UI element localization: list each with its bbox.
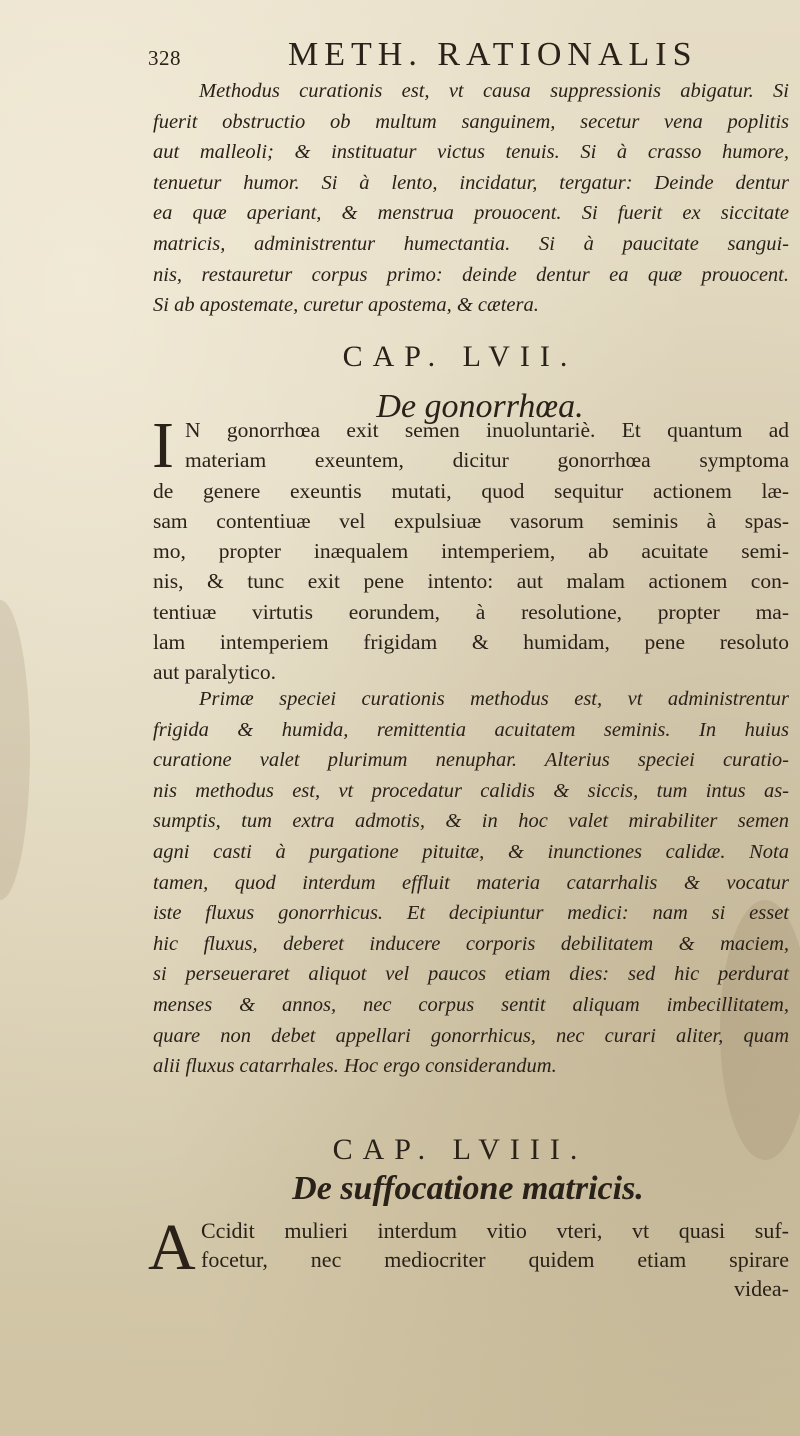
text-line: aut paralytico. bbox=[153, 660, 276, 685]
chapter-title: De suffocatione matricis. bbox=[292, 1170, 644, 1207]
text-line: Si ab apostemate, curetur apostema, & cætera. bbox=[153, 294, 539, 317]
text-line: aut malleoli; & instituatur victus tenuis. Si à crasso humore, bbox=[153, 141, 789, 164]
text-line: nis methodus est, vt procedatur calidis & siccis, tum intus as- bbox=[153, 779, 789, 802]
drop-cap: I bbox=[152, 409, 174, 482]
text-line: N gonorrhœa exit semen inuoluntariè. Et quantum ad bbox=[185, 418, 789, 442]
text-line: curatione valet plurimum nenuphar. Alterius speciei curatio- bbox=[153, 749, 789, 772]
text-line: tentiuæ virtutis eorundem, à resolutione, propter ma- bbox=[153, 599, 789, 624]
text-line: quare non debet appellari gonorrhicus, nec curari aliter, quam bbox=[153, 1024, 789, 1047]
text-line: alii fluxus catarrhales. Hoc ergo considerandum. bbox=[153, 1055, 557, 1078]
text-line: lam intemperiem frigidam & humidam, pene resoluto bbox=[153, 630, 789, 655]
paragraph-suffocatio bbox=[153, 1216, 789, 1303]
chapter-heading: CAP. LVII. bbox=[342, 340, 578, 373]
text-line: Primæ speciei curationis methodus est, vt administrentur bbox=[199, 688, 789, 710]
text-line: tenuetur humor. Si à lento, incidatur, tergatur: Deinde dentur bbox=[153, 171, 789, 194]
text-line: fuerit obstructio ob multum sanguinem, secetur vena poplitis bbox=[153, 110, 789, 133]
text-line: focetur, nec mediocriter quidem etiam spirare bbox=[201, 1247, 789, 1272]
text-line: si perseueraret aliquot vel paucos etiam dies: sed hic perdurat bbox=[153, 963, 789, 986]
text-line: hic fluxus, deberet inducere corporis debilitatem & maciem, bbox=[153, 932, 789, 955]
paragraph-methodus bbox=[153, 76, 789, 321]
text-line: nis, restauretur corpus primo: deinde dentur ea quæ prouocent. bbox=[153, 263, 789, 286]
text-line: materiam exeuntem, dicitur gonorrhœa symptoma bbox=[185, 448, 789, 473]
running-head: METH. RATIONALIS bbox=[288, 36, 698, 73]
text-line: Ccidit mulieri interdum vitio vteri, vt quasi suf- bbox=[201, 1218, 789, 1243]
text-line: de genere exeuntis mutati, quod sequitur actionem læ- bbox=[153, 478, 789, 503]
chapter-title: De gonorrhœa. bbox=[376, 388, 584, 425]
text-line: mo, propter inæqualem intemperiem, ab acuitate semi- bbox=[153, 539, 789, 564]
text-line: sam contentiuæ vel expulsiuæ vasorum seminis à spas- bbox=[153, 508, 789, 533]
text-line: frigida & humida, remittentia acuitatem seminis. In huius bbox=[153, 718, 789, 741]
text-line: tamen, quod interdum effluit materia catarrhalis & vocatur bbox=[153, 871, 789, 894]
page-header bbox=[148, 34, 698, 74]
text-line: nis, & tunc exit pene intento: aut malam actionem con- bbox=[153, 569, 789, 594]
text-line: Methodus curationis est, vt causa suppressionis abigatur. Si bbox=[199, 80, 789, 102]
text-line: menses & annos, nec corpus sentit aliquam imbecillitatem, bbox=[153, 993, 789, 1016]
text-line: matricis, administrentur humectantia. Si à paucitate sangui- bbox=[153, 232, 789, 255]
text-line: ea quæ aperiant, & menstrua prouocent. Si fuerit ex siccitate bbox=[153, 202, 789, 225]
chapter-heading: CAP. LVIII. bbox=[332, 1133, 588, 1166]
page-stain bbox=[0, 600, 30, 900]
paragraph-gonorrhoea bbox=[152, 409, 789, 688]
text-line: agni casti à purgatione pituitæ, & inunctiones calidæ. Nota bbox=[153, 840, 789, 863]
text-line: videa- bbox=[734, 1276, 789, 1301]
page-number: 328 bbox=[148, 46, 181, 70]
drop-cap: A bbox=[148, 1211, 196, 1284]
text-line: sumptis, tum extra admotis, & in hoc valet mirabiliter semen bbox=[153, 810, 789, 833]
paragraph-curatio bbox=[153, 684, 789, 1082]
text-line: iste fluxus gonorrhicus. Et decipiuntur medici: nam si esset bbox=[153, 902, 789, 925]
